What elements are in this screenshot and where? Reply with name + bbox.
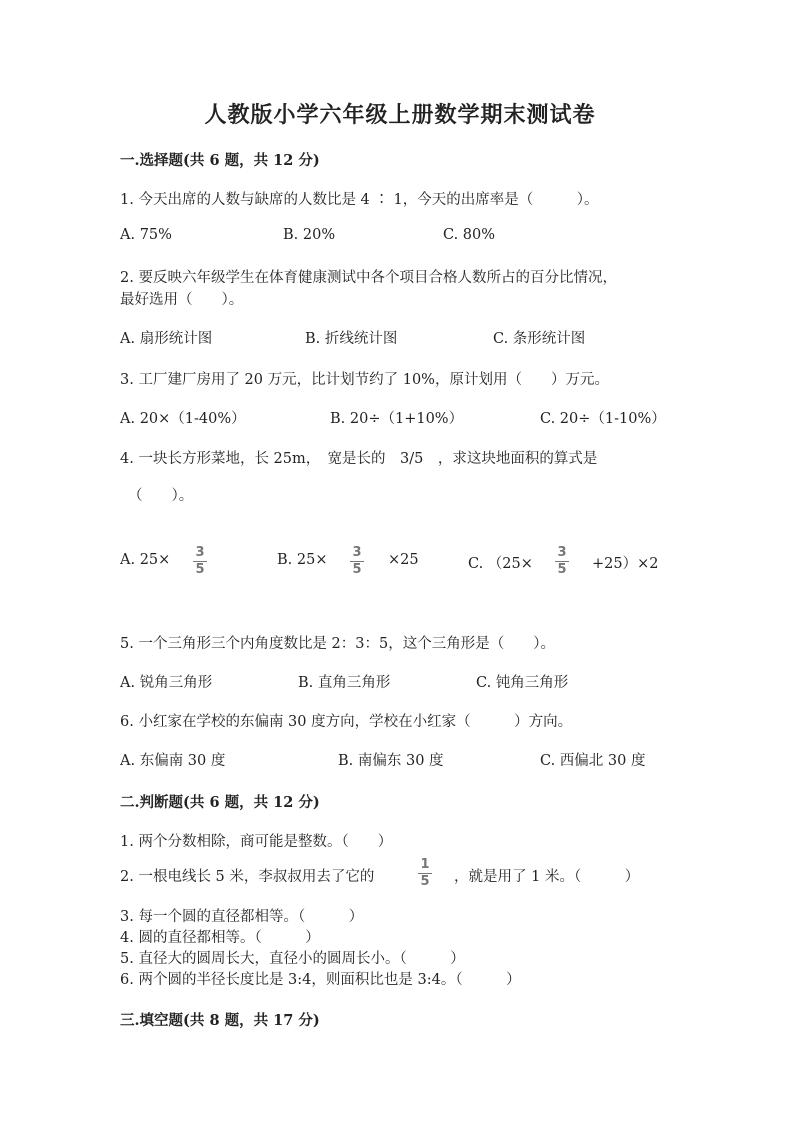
fraction-denominator: 5 (420, 874, 430, 889)
fraction-denominator: 5 (352, 562, 362, 577)
question-2-option-b: B. 折线统计图 (305, 331, 398, 347)
question-6-option-b: B. 南偏东 30 度 (338, 753, 444, 769)
question-5-option-a: A. 锐角三角形 (120, 675, 213, 691)
question-1-option-b: B. 20% (283, 227, 336, 243)
question-1-option-c: C. 80% (443, 227, 496, 243)
question-5-option-c: C. 钝角三角形 (476, 675, 569, 691)
question-4-stem-line1: 4. 一块长方形菜地，长 25m， 宽是长的 3/5 ，求这块地面积的算式是 (120, 451, 598, 467)
question-6-option-c: C. 西偏北 30 度 (540, 753, 646, 769)
fraction-three-fifths (553, 546, 571, 577)
question-2-option-c: C. 条形统计图 (493, 331, 586, 347)
question-4-option-b-suffix: ×25 (388, 552, 419, 568)
question-4-stem-line2: （ ）。 (128, 488, 194, 504)
page-title: 人教版小学六年级上册数学期末测试卷 (204, 102, 596, 128)
question-1-stem: 1. 今天出席的人数与缺席的人数比是 4 ∶ 1，今天的出席率是（ ）。 (120, 192, 599, 208)
fraction-one-fifth (416, 858, 434, 889)
question-1-option-a: A. 75% (120, 227, 172, 243)
fraction-numerator: 3 (352, 545, 362, 560)
judge-4: 4. 圆的直径都相等。（ ） (120, 930, 320, 946)
fraction-denominator: 5 (195, 562, 205, 577)
question-2-stem-line1: 2. 要反映六年级学生在体育健康测试中各个项目合格人数所占的百分比情况， (120, 270, 617, 286)
question-3-option-a: A. 20×（1-40%） (120, 411, 246, 427)
section-heading-fill: 三.填空题(共 8 题，共 17 分) (120, 1012, 320, 1029)
question-5-stem: 5. 一个三角形三个内角度数比是 2：3：5，这个三角形是（ ）。 (120, 636, 555, 652)
section-heading-choice: 一.选择题(共 6 题，共 12 分) (120, 152, 320, 169)
fraction-numerator: 3 (195, 545, 205, 560)
question-3-option-c: C. 20÷（1-10%） (540, 411, 666, 427)
judge-1: 1. 两个分数相除，商可能是整数。（ ） (120, 834, 393, 850)
question-4-option-c: C. （25× (468, 556, 533, 572)
fraction-denominator: 5 (557, 562, 567, 577)
section-heading-judge: 二.判断题(共 6 题，共 12 分) (120, 794, 320, 811)
fraction-numerator: 3 (557, 545, 567, 560)
question-5-option-b: B. 直角三角形 (298, 675, 391, 691)
question-6-option-a: A. 东偏南 30 度 (120, 753, 226, 769)
question-2-option-a: A. 扇形统计图 (120, 331, 213, 347)
fraction-three-fifths (348, 546, 366, 577)
question-4-option-c-suffix: +25）×2 (592, 556, 659, 572)
question-3-option-b: B. 20÷（1+10%） (330, 411, 464, 427)
fraction-numerator: 1 (420, 857, 430, 872)
question-6-stem: 6. 小红家在学校的东偏南 30 度方向，学校在小红家（ ）方向。 (120, 714, 573, 730)
judge-5: 5. 直径大的圆周长大，直径小的圆周长小。（ ） (120, 951, 465, 967)
judge-2-suffix: ，就是用了 1 米。（ ） (454, 869, 640, 885)
question-3-stem: 3. 工厂建厂房用了 20 万元，比计划节约了 10%，原计划用（ ）万元。 (120, 372, 609, 388)
fraction-three-fifths (191, 546, 209, 577)
question-4-option-b: B. 25× (277, 552, 328, 568)
question-4-option-a: A. 25× (120, 552, 171, 568)
judge-3: 3. 每一个圆的直径都相等。（ ） (120, 909, 364, 925)
question-2-stem-line2: 最好选用（ ）。 (120, 292, 244, 308)
judge-2: 2. 一根电线长 5 米，李叔叔用去了它的 (120, 869, 375, 885)
judge-6: 6. 两个圆的半径长度比是 3:4，则面积比也是 3:4。（ ） (120, 972, 521, 988)
